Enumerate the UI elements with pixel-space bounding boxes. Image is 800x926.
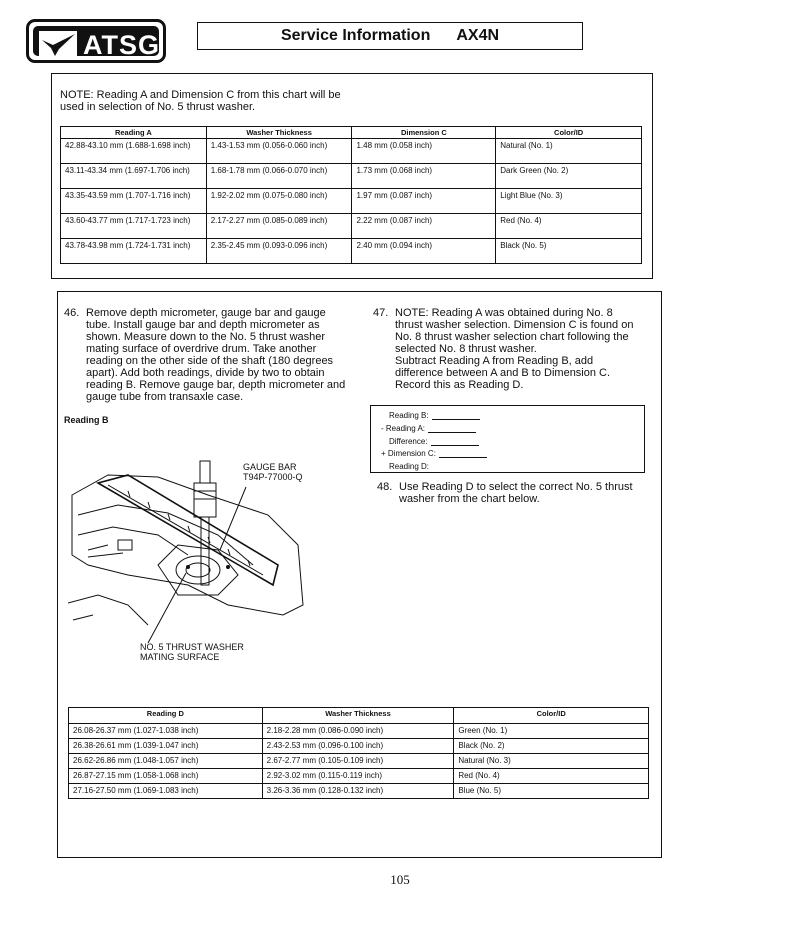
table-cell: 2.18-2.28 mm (0.086-0.090 inch) (262, 724, 454, 739)
table-header: Color/ID (496, 127, 642, 139)
table-row (69, 724, 649, 739)
table-header: Dimension C (352, 127, 496, 139)
reading-d-table (68, 707, 649, 799)
bird-logo-icon (39, 31, 77, 59)
calc-label: + Dimension C: (381, 449, 436, 458)
callout-label: GAUGE BAR (243, 462, 297, 472)
table-cell: Natural (No. 1) (496, 139, 642, 164)
table-cell: 43.78-43.98 mm (1.724-1.731 inch) (61, 239, 207, 264)
table-cell: 2.43-2.53 mm (0.096-0.100 inch) (262, 739, 454, 754)
table-cell: 1.92-2.02 mm (0.075-0.080 inch) (206, 189, 352, 214)
atsg-logo (26, 19, 166, 63)
calculation-box (370, 405, 645, 473)
calc-row (381, 424, 476, 433)
table-cell: 2.35-2.45 mm (0.093-0.096 inch) (206, 239, 352, 264)
callout-label: NO. 5 THRUST WASHER (140, 642, 244, 652)
table-cell: 1.48 mm (0.058 inch) (352, 139, 496, 164)
table-header: Reading D (69, 708, 263, 724)
table-cell: 3.26-3.36 mm (0.128-0.132 inch) (262, 784, 454, 799)
table-header: Washer Thickness (262, 708, 454, 724)
table-cell: 1.73 mm (0.068 inch) (352, 164, 496, 189)
calc-label: Difference: (389, 437, 428, 446)
calc-label: Reading B: (389, 411, 429, 420)
table-cell: 1.68-1.78 mm (0.066-0.070 inch) (206, 164, 352, 189)
table-cell: 2.67-2.77 mm (0.105-0.109 inch) (262, 754, 454, 769)
table-cell: 1.43-1.53 mm (0.056-0.060 inch) (206, 139, 352, 164)
calc-blank (428, 425, 476, 433)
calc-row (389, 437, 479, 446)
step-text: Use Reading D to select the correct No. 5 thrust washer from the chart below. (399, 481, 633, 505)
table-row (61, 139, 642, 164)
page-number: 105 (390, 872, 410, 887)
table-cell: Black (No. 2) (454, 739, 649, 754)
table-row (69, 769, 649, 784)
step-text: NOTE: Reading A was obtained during No. 8 thrust washer selection. Dimension C is found on No. 8 thrust washer selection chart following the selected No. 8 thrust washer. (395, 307, 634, 355)
table-cell: 26.38-26.61 mm (1.039-1.047 inch) (69, 739, 263, 754)
calc-blank (432, 412, 480, 420)
table-row (69, 754, 649, 769)
table-cell: 2.17-2.27 mm (0.085-0.089 inch) (206, 214, 352, 239)
table-cell: 1.97 mm (0.087 inch) (352, 189, 496, 214)
table-cell: 2.92-3.02 mm (0.115-0.119 inch) (262, 769, 454, 784)
step-number: 46. (64, 307, 80, 319)
table-row (61, 189, 642, 214)
calc-row (389, 462, 429, 471)
gauge-bar-illustration (68, 455, 313, 645)
calc-label: Reading D: (389, 462, 430, 471)
table-cell: 43.35-43.59 mm (1.707-1.716 inch) (61, 189, 207, 214)
table-cell: 2.22 mm (0.087 inch) (352, 214, 496, 239)
figure-title: Reading B (64, 415, 109, 425)
thrust-washer-label (140, 642, 244, 662)
table-cell: Green (No. 1) (454, 724, 649, 739)
callout-part-number: T94P-77000-Q (243, 472, 303, 482)
step-text: Subtract Reading A from Reading B, add difference between A and B to Dimension C. Record this as Reading D. (395, 355, 611, 391)
reading-a-table (60, 126, 642, 264)
table-cell: 26.87-27.15 mm (1.058-1.068 inch) (69, 769, 263, 784)
table-cell: Red (No. 4) (496, 214, 642, 239)
table-header-row (61, 127, 642, 139)
step-47 (373, 307, 645, 397)
chart-note: NOTE: Reading A and Dimension C from this chart will be used in selection of No. 5 thrust washer. (60, 89, 341, 113)
calc-label: - Reading A: (381, 424, 426, 433)
calc-blank (431, 438, 479, 446)
step-48 (377, 481, 647, 507)
table-cell: 43.11-43.34 mm (1.697-1.706 inch) (61, 164, 207, 189)
table-cell: 26.08-26.37 mm (1.027-1.038 inch) (69, 724, 263, 739)
calc-row (389, 411, 480, 420)
step-number: 47. (373, 307, 389, 319)
table-header: Washer Thickness (206, 127, 352, 139)
table-cell: 27.16-27.50 mm (1.069-1.083 inch) (69, 784, 263, 799)
table-row (61, 214, 642, 239)
table-cell: 42.88-43.10 mm (1.688-1.698 inch) (61, 139, 207, 164)
table-cell: Red (No. 4) (454, 769, 649, 784)
table-cell: Black (No. 5) (496, 239, 642, 264)
step-text: Remove depth micrometer, gauge bar and gauge tube. Install gauge bar and depth micrometer as shown. Measure down to the No. 5 thrust washer mating surface of overdrive drum. Take another reading on the other side of the shaft (180 degrees apart). Add both readings, divide by two to obtain reading B. Remove gauge bar, depth micrometer and gauge tube from transaxle case. (86, 307, 346, 403)
page-title: Service Information (280, 27, 431, 44)
table-cell: Dark Green (No. 2) (496, 164, 642, 189)
table-cell: 26.62-26.86 mm (1.048-1.057 inch) (69, 754, 263, 769)
table-header-row (69, 708, 649, 724)
table-row (61, 239, 642, 264)
table-cell: Blue (No. 5) (454, 784, 649, 799)
table-cell: 43.60-43.77 mm (1.717-1.723 inch) (61, 214, 207, 239)
table-header: Color/ID (454, 708, 649, 724)
table-row (69, 784, 649, 799)
model-name: AX4N (456, 27, 500, 44)
callout-label: MATING SURFACE (140, 652, 220, 662)
table-cell: Natural (No. 3) (454, 754, 649, 769)
step-46 (64, 307, 354, 403)
gauge-bar-label (243, 462, 303, 482)
step-number: 48. (377, 481, 393, 493)
table-header: Reading A (61, 127, 207, 139)
table-cell: Light Blue (No. 3) (496, 189, 642, 214)
calc-blank (439, 450, 487, 458)
table-row (69, 739, 649, 754)
table-row (61, 164, 642, 189)
calc-row (381, 449, 487, 458)
logo-text: ATSG (83, 30, 160, 60)
table-cell: 2.40 mm (0.094 inch) (352, 239, 496, 264)
page-title-box (197, 22, 583, 50)
